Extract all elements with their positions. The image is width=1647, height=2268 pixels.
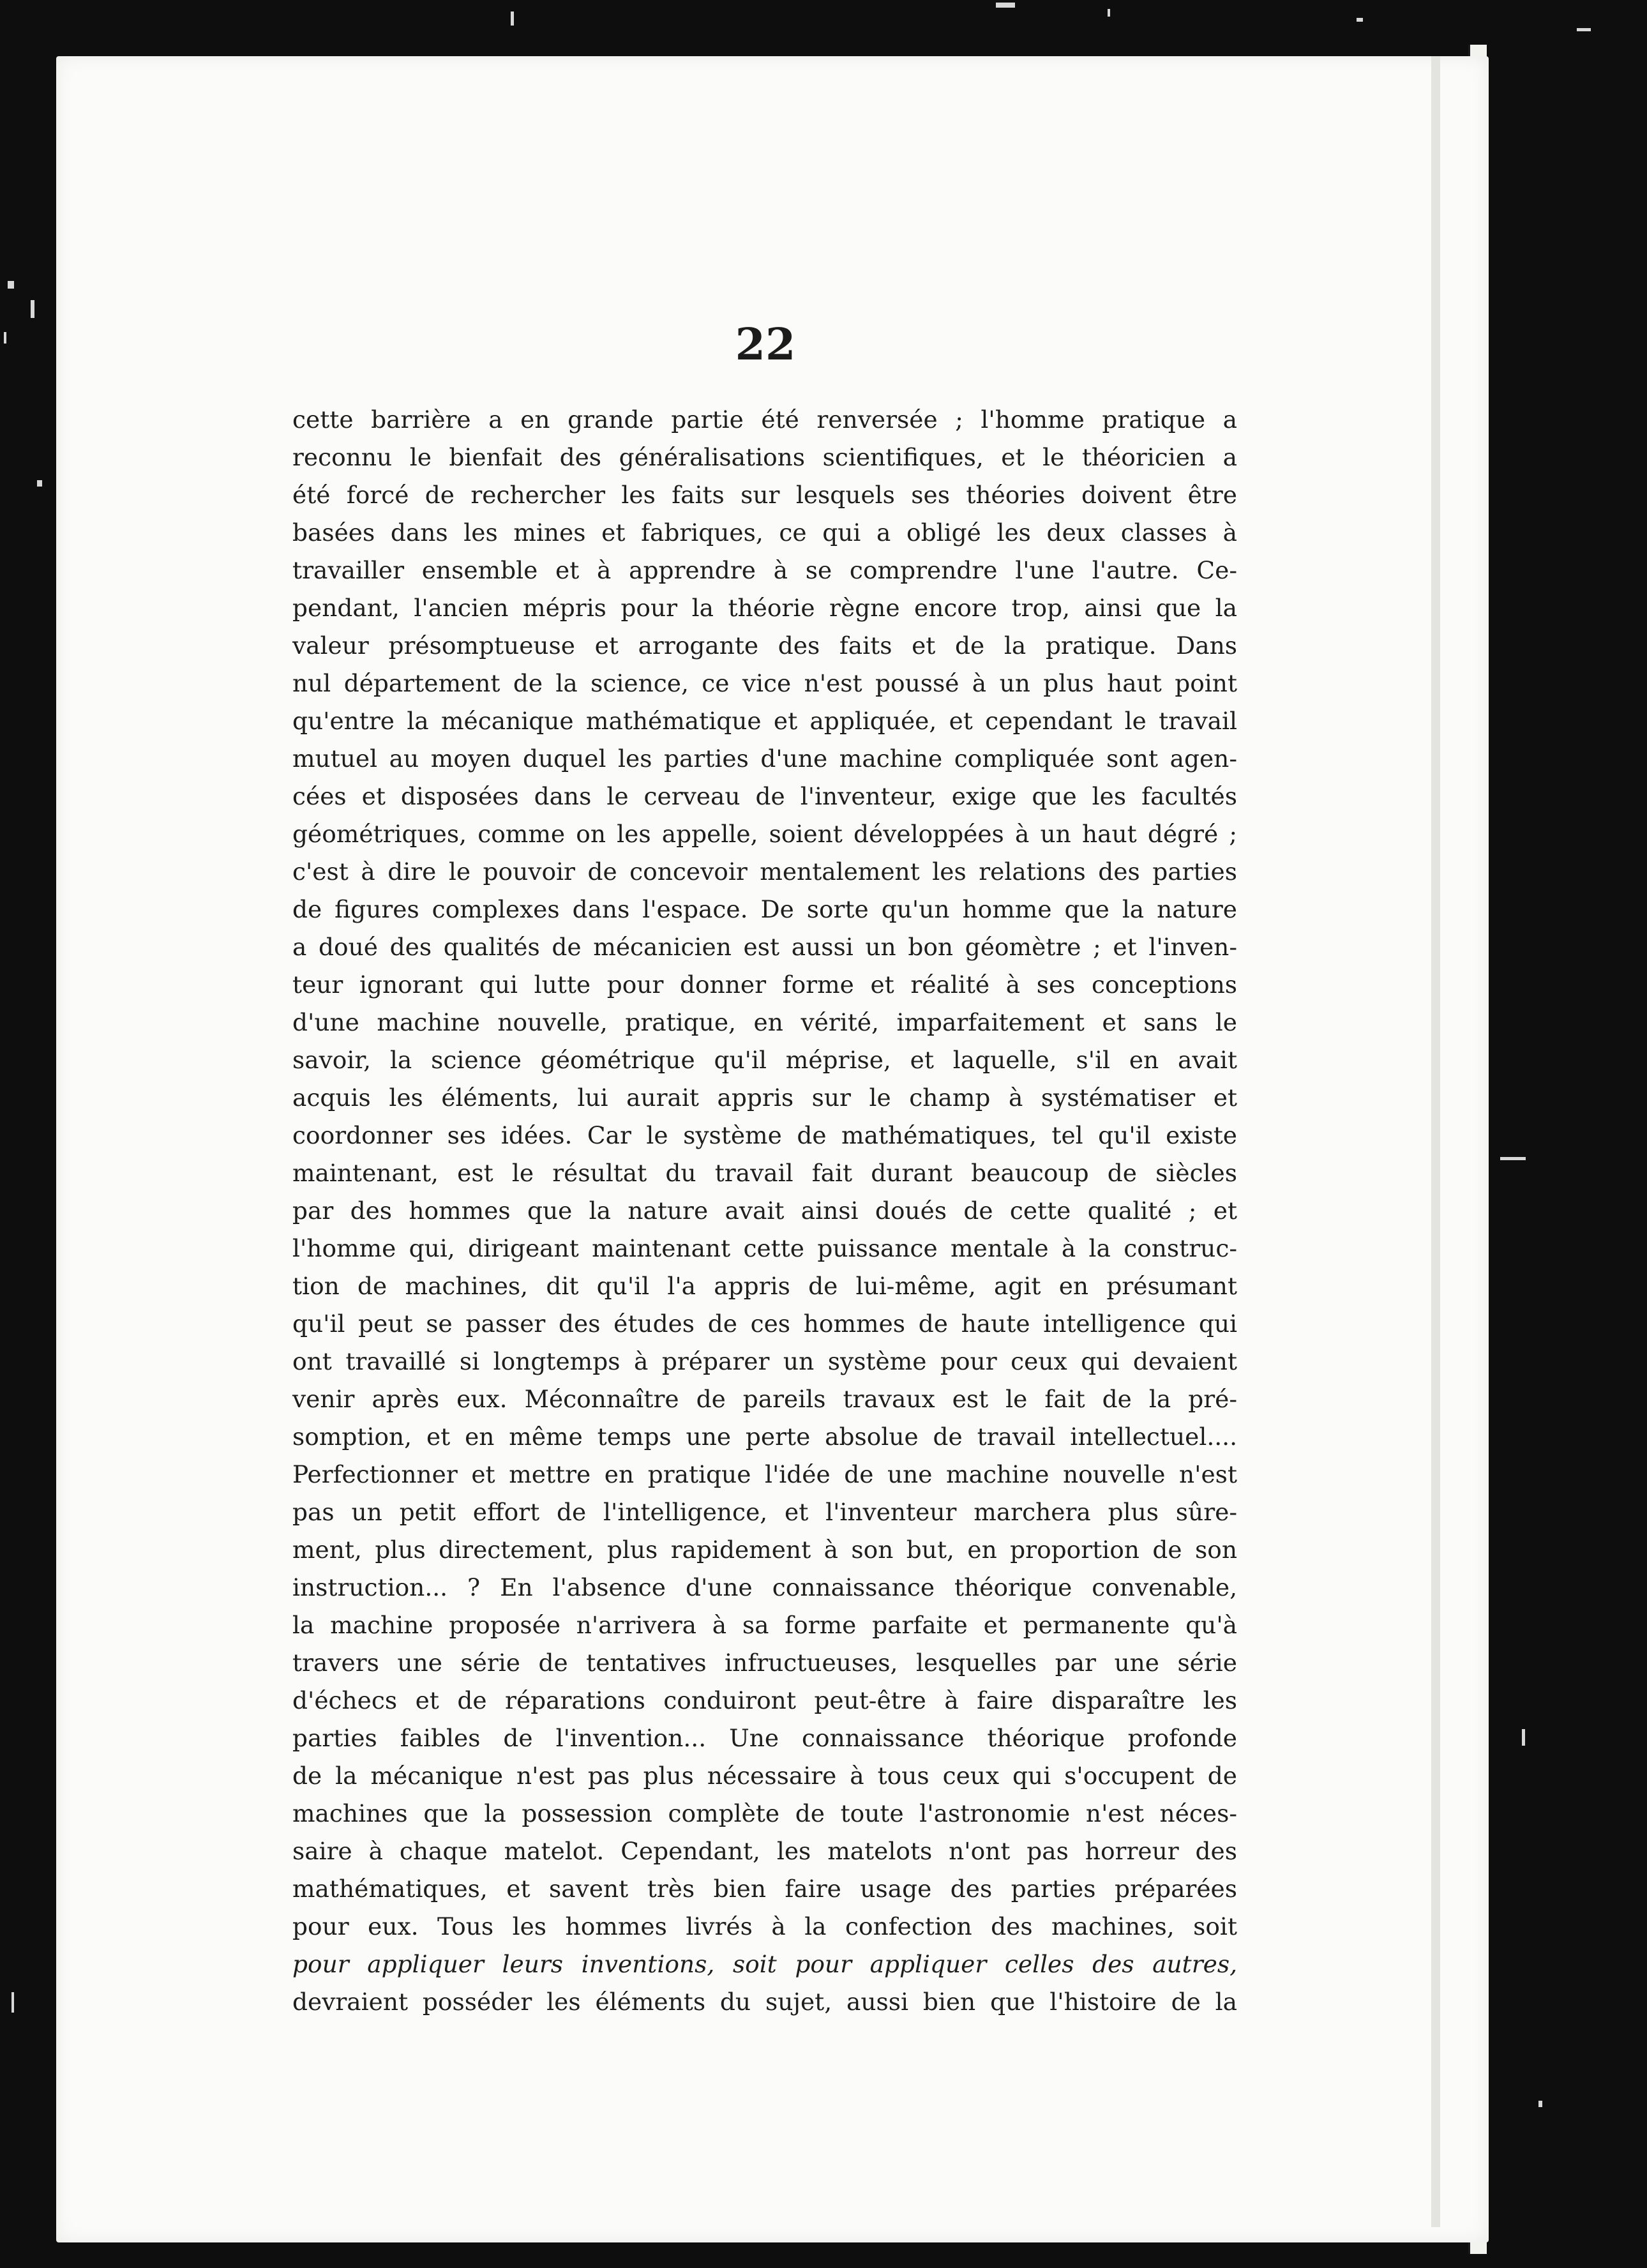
text-line: reconnu le bienfait des généralisations scientifiques, et le théoricien a: [292, 443, 1237, 471]
text-line: machines que la possession complète de toute l'astronomie n'est néces-: [292, 1799, 1237, 1827]
text-line: travers une série de tentatives infructueuses, lesquelles par une série: [292, 1649, 1237, 1677]
text-line: maintenant, est le résultat du travail fait durant beaucoup de siècles: [292, 1159, 1237, 1187]
text-line: d'une machine nouvelle, pratique, en vérité, imparfaitement et sans le: [292, 1008, 1237, 1036]
text-line: teur ignorant qui lutte pour donner forme et réalité à ses conceptions: [292, 971, 1237, 999]
text-line: parties faibles de l'invention... Une connaissance théorique profonde: [292, 1724, 1237, 1752]
text-line: tion de machines, dit qu'il l'a appris de lui-même, agit en présumant: [292, 1272, 1237, 1300]
text-line: mutuel au moyen duquel les parties d'une machine compliquée sont agen-: [292, 745, 1237, 773]
text-line: qu'il peut se passer des études de ces hommes de haute intelligence qui: [292, 1310, 1237, 1338]
text-line: somption, et en même temps une perte absolue de travail intellectuel....: [292, 1423, 1237, 1451]
text-line: de la mécanique n'est pas plus nécessaire à tous ceux qui s'occupent de: [292, 1762, 1237, 1790]
text-line: a doué des qualités de mécanicien est aussi un bon géomètre ; et l'inven-: [292, 933, 1237, 961]
text-line: coordonner ses idées. Car le système de mathématiques, tel qu'il existe: [292, 1121, 1237, 1149]
text-line: pour appliquer leurs inventions, soit pour appliquer celles des autres,: [292, 1950, 1237, 1978]
text-line: pour eux. Tous les hommes livrés à la confection des machines, soit: [292, 1912, 1237, 1940]
text-line: été forcé de rechercher les faits sur lesquels ses théories doivent être: [292, 481, 1237, 509]
text-line: devraient posséder les éléments du sujet, aussi bien que l'histoire de la: [292, 1988, 1237, 2016]
text-line: pendant, l'ancien mépris pour la théorie règne encore trop, ainsi que la: [292, 594, 1237, 622]
text-line: ont travaillé si longtemps à préparer un système pour ceux qui devaient: [292, 1347, 1237, 1375]
page-number: 22: [735, 319, 796, 370]
text-line: pas un petit effort de l'intelligence, et l'inventeur marchera plus sûre-: [292, 1498, 1237, 1526]
text-line: instruction... ? En l'absence d'une connaissance théorique convenable,: [292, 1573, 1237, 1601]
text-line: de figures complexes dans l'espace. De sorte qu'un homme que la nature: [292, 895, 1237, 923]
text-line: saire à chaque matelot. Cependant, les matelots n'ont pas horreur des: [292, 1837, 1237, 1865]
text-line: qu'entre la mécanique mathématique et appliquée, et cependant le travail: [292, 707, 1237, 735]
text-line: cette barrière a en grande partie été renversée ; l'homme pratique a: [292, 405, 1237, 434]
text-line: l'homme qui, dirigeant maintenant cette puissance mentale à la construc-: [292, 1234, 1237, 1262]
text-line: la machine proposée n'arrivera à sa forme parfaite et permanente qu'à: [292, 1611, 1237, 1639]
text-line: acquis les éléments, lui aurait appris sur le champ à systématiser et: [292, 1084, 1237, 1112]
text-line: d'échecs et de réparations conduiront peut-être à faire disparaître les: [292, 1686, 1237, 1714]
text-line: basées dans les mines et fabriques, ce qui a obligé les deux classes à: [292, 518, 1237, 547]
text-line: mathématiques, et savent très bien faire usage des parties préparées: [292, 1875, 1237, 1903]
text-line: c'est à dire le pouvoir de concevoir mentalement les relations des parties: [292, 858, 1237, 886]
text-line: géométriques, comme on les appelle, soient développées à un haut dégré ;: [292, 820, 1237, 848]
text-line: cées et disposées dans le cerveau de l'inventeur, exige que les facultés: [292, 782, 1237, 810]
page-edge-shadow: [1431, 56, 1440, 2227]
text-line: Perfectionner et mettre en pratique l'idée de une machine nouvelle n'est: [292, 1460, 1237, 1488]
text-line: savoir, la science géométrique qu'il méprise, et laquelle, s'il en avait: [292, 1046, 1237, 1074]
text-line: par des hommes que la nature avait ainsi doués de cette qualité ; et: [292, 1197, 1237, 1225]
text-line: venir après eux. Méconnaître de pareils travaux est le fait de la pré-: [292, 1385, 1237, 1413]
text-line: ment, plus directement, plus rapidement à son but, en proportion de son: [292, 1536, 1237, 1564]
text-line: travailler ensemble et à apprendre à se comprendre l'une l'autre. Ce-: [292, 556, 1237, 584]
text-line: valeur présomptueuse et arrogante des faits et de la pratique. Dans: [292, 631, 1237, 660]
body-text: [292, 401, 1237, 2021]
text-line: nul département de la science, ce vice n'est poussé à un plus haut point: [292, 669, 1237, 697]
